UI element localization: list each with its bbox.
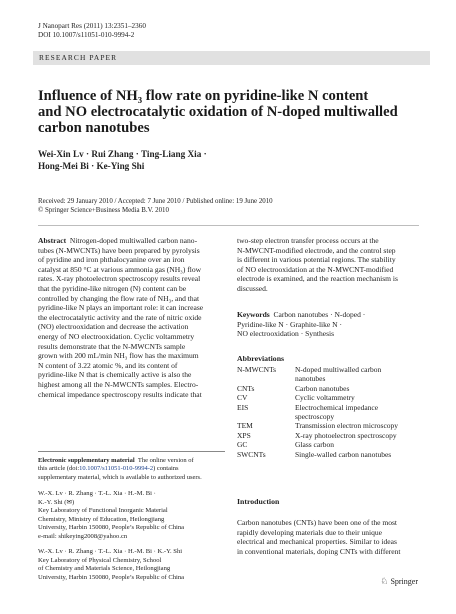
author-line: Wei-Xin Lv · Rui Zhang · Ting-Liang Xia ·	[38, 149, 207, 159]
abstract-line: tubes (N-MWCNTs) have been prepared by pyrolysis	[38, 245, 200, 255]
abstract-line: two-step electron transfer process occurs at the	[237, 236, 379, 245]
abbr-value-line: spectroscopy	[295, 412, 335, 422]
table-row	[237, 365, 398, 384]
abstract-section	[38, 236, 225, 399]
abbr-key: CNTs	[237, 383, 255, 393]
abstract-line: grown with 200 mL/min NH₃ flow has the maximum	[38, 351, 199, 361]
abstract-line: of NO electrooxidation at the N-MWCNT-modified	[237, 264, 394, 274]
affiliation-line: Key Laboratory of Physical Chemistry, School	[38, 556, 162, 564]
abbr-value	[295, 365, 398, 384]
table-row	[237, 450, 398, 459]
abbr-value: Cyclic voltammetry	[295, 393, 355, 403]
abstract-text: Nitrogen-doped multiwalled carbon nano-	[69, 236, 198, 245]
abbr-value: Carbon nanotubes	[295, 383, 350, 393]
introduction-text	[237, 518, 420, 556]
abbr-key: CV	[237, 393, 248, 403]
abbr-key: TEM	[237, 421, 253, 431]
abstract-continuation	[237, 236, 420, 294]
doi-line: DOI 10.1007/s11051-010-9994-2	[38, 31, 135, 39]
abbr-key: EIS	[237, 402, 249, 412]
introduction-heading: Introduction	[237, 497, 280, 506]
copyright-line: © Springer Science+Business Media B.V. 2010	[38, 207, 169, 214]
abbr-value	[295, 403, 398, 422]
abstract-line: results demonstrate that the N-MWCNTs sample	[38, 341, 186, 351]
abstract-line: rates. X-ray photoelectron spectroscopy results reveal	[38, 274, 201, 284]
esm-heading: Electronic supplementary material	[38, 457, 135, 464]
affiliation-block-1	[38, 490, 228, 542]
table-row	[237, 403, 398, 422]
journal-reference: J Nanopart Res (2011) 13:2351–2360	[38, 22, 146, 30]
intro-line: rapidly developing materials due to their unique	[237, 527, 383, 537]
publisher-logo	[380, 576, 418, 587]
dates-line: Received: 29 January 2010 / Accepted: 7 June 2010 / Published online: 19 June 2010	[38, 198, 273, 205]
abbreviations-section	[237, 354, 422, 459]
abstract-line	[38, 236, 225, 246]
abstract-line: of pyridine and iron phthalocyanine over an iron	[38, 255, 185, 265]
affiliation-line: Key Laboratory of Functional Inorganic Material	[38, 507, 168, 515]
table-row	[237, 384, 398, 393]
abbr-value: Single-walled carbon nanotubes	[295, 449, 392, 459]
abbr-value: Glass carbon	[295, 440, 334, 450]
publication-history	[38, 197, 418, 215]
abbr-value: Transmission electron microscopy	[295, 421, 399, 431]
footnote-divider	[38, 451, 225, 452]
abbr-value-line: N-doped multiwalled carbon	[295, 365, 382, 374]
affiliation-line: W.-X. Lv · R. Zhang · T.-L. Xia · H.-M. Bi · K.-Y. Shi	[38, 548, 183, 555]
abstract-line: pyridine-like N that is chemically active is also the	[38, 370, 192, 380]
abbr-value-line: Electrochemical impedance	[295, 402, 379, 412]
title-line: carbon nanotubes	[38, 120, 150, 136]
abstract-line: highest among all the N-MWCNTs samples. Electro-	[38, 379, 199, 389]
table-row	[237, 393, 398, 402]
springer-horse-icon: ♘	[380, 576, 389, 586]
keywords-heading: Keywords	[237, 310, 270, 319]
author-list	[38, 149, 418, 172]
esm-text: ) contains	[153, 465, 179, 473]
affiliation-line: of Chemistry and Materials Science, Heilongjiang	[38, 565, 171, 573]
affiliation-block-2	[38, 548, 228, 582]
affiliation-line: Chemistry, Ministry of Education, Heilongjiang	[38, 515, 165, 523]
affiliation-line: K.-Y. Shi (✉)	[38, 498, 75, 506]
abstract-line: controlled by changing the flow rate of NH₃, and that	[38, 293, 200, 303]
doi-link[interactable]: 10.1007/s11051-010-9994-2	[79, 465, 154, 473]
esm-line	[38, 457, 228, 465]
intro-line: in conventional materials, doping CNTs with different	[237, 546, 401, 556]
abbr-key: XPS	[237, 430, 251, 440]
abstract-line: energy of NO electrooxidation. Cyclic voltammetry	[38, 331, 195, 341]
keywords-section	[237, 310, 422, 339]
affiliation-line: University, Harbin 150080, People’s Republic of China	[38, 524, 185, 532]
journal-citation	[38, 22, 146, 40]
email-link[interactable]: e-mail: shikeying2008@yahoo.cn	[38, 532, 128, 540]
paper-title	[38, 88, 423, 136]
header-divider	[38, 225, 419, 226]
keywords-line: NO electrooxidation · Synthesis	[237, 329, 335, 339]
abstract-line: chemical impedance spectroscopy results indicate that	[38, 389, 202, 399]
abbr-key: N-MWCNTs	[237, 365, 277, 374]
table-row	[237, 421, 398, 430]
table-row	[237, 431, 398, 440]
abbreviations-heading: Abbreviations	[237, 354, 285, 363]
supplementary-note	[38, 457, 228, 482]
abstract-line: catalyst at 850 °C at various ammonia gas (NH₃) flow	[38, 264, 202, 274]
article-type-banner	[33, 51, 430, 65]
abbreviations-table	[237, 365, 398, 459]
publisher-name: Springer	[390, 577, 418, 586]
affiliation-line: University, Harbin 150080, People’s Republic of China	[38, 573, 185, 581]
abstract-line: N-MWCNT-modified electrode, and the control step	[237, 245, 396, 255]
abbr-key: SWCNTs	[237, 449, 266, 459]
keywords-line: Pyridine-like N · Graphite-like N ·	[237, 319, 342, 329]
title-line: Influence of NH₃ flow rate on pyridine-like N content	[38, 88, 369, 104]
article-type-label: RESEARCH PAPER	[39, 53, 118, 62]
abstract-line: that the pyridine-like nitrogen (N) content can be	[38, 283, 187, 293]
keywords-line	[237, 310, 422, 320]
abbr-key: GC	[237, 440, 248, 450]
abstract-heading: Abstract	[38, 236, 67, 245]
esm-text: this article (doi:	[38, 465, 80, 473]
abbr-value: X-ray photoelectron spectroscopy	[295, 430, 397, 440]
keywords-text: Carbon nanotubes · N-doped ·	[273, 310, 366, 319]
abstract-line: N content of 3.22 atomic %, and its content of	[38, 360, 178, 370]
abbr-value-line: nanotubes	[295, 374, 326, 384]
intro-line: electrical and mechanical properties. Similar to ideas	[237, 537, 397, 547]
abstract-line: pyridine-like N plays an important role: it can increase	[38, 303, 204, 313]
abstract-line: discussed.	[237, 283, 268, 293]
abstract-line: is different in various potential regions. The stability	[237, 255, 396, 265]
esm-text: The online version of	[137, 457, 194, 464]
esm-line: supplementary material, which is available to authorized users.	[38, 473, 202, 481]
abstract-line: electrode is examined, and the reaction mechanism is	[237, 274, 398, 284]
author-line: Hong-Mei Bi · Ke-Ying Shi	[38, 160, 145, 171]
abstract-line: (NO) electrooxidation and decrease the activation	[38, 322, 189, 332]
affiliation-line: W.-X. Lv · R. Zhang · T.-L. Xia · H.-M. Bi ·	[38, 490, 156, 497]
title-line: and NO electrocatalytic oxidation of N-doped multiwalled	[38, 104, 398, 120]
intro-line: Carbon nanotubes (CNTs) have been one of the most	[237, 518, 398, 527]
table-row	[237, 440, 398, 449]
abstract-line: the electrocatalytic activity and the rate of nitric oxide	[38, 312, 202, 322]
esm-line	[38, 465, 228, 473]
